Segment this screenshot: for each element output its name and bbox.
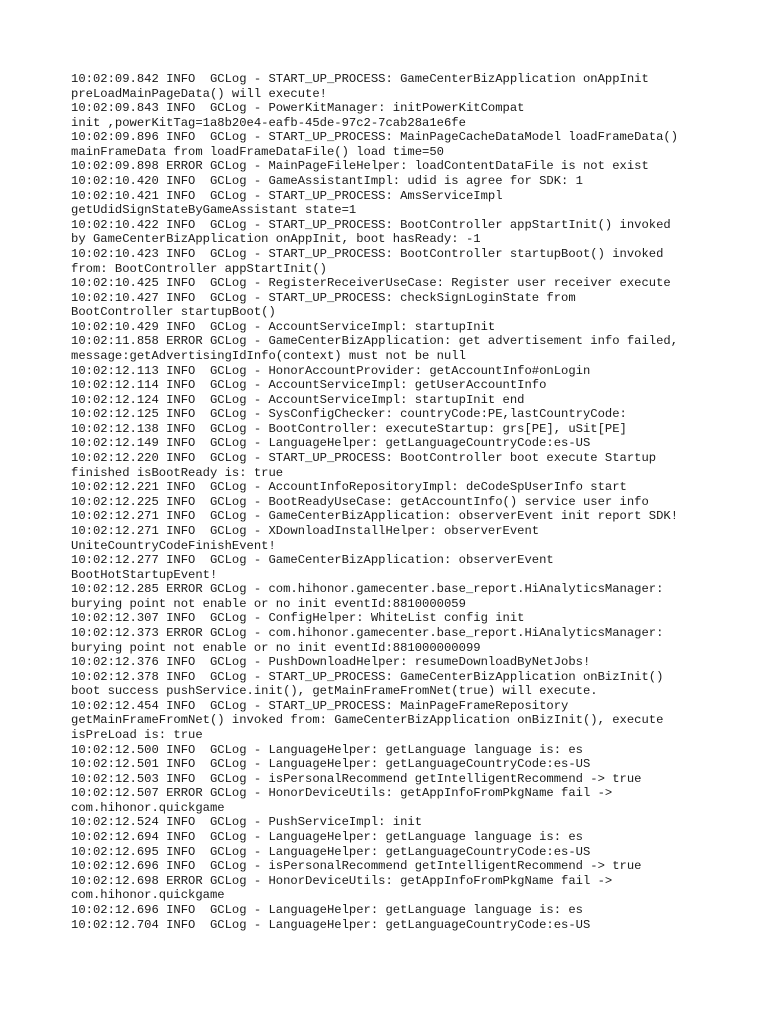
- log-line: 10:02:12.271 INFO GCLog - XDownloadInstallHelper: observerEvent: [71, 523, 540, 538]
- log-line: 10:02:12.149 INFO GCLog - LanguageHelper: getLanguageCountryCode:es-US: [71, 436, 591, 451]
- log-line: 10:02:12.225 INFO GCLog - BootReadyUseCase: getAccountInfo() service user info: [71, 494, 649, 509]
- log-line: 10:02:10.429 INFO GCLog - AccountServiceImpl: startupInit: [71, 319, 496, 334]
- log-line: burying point not enable or no init eventId:8810000059: [71, 596, 466, 611]
- log-line: 10:02:12.125 INFO GCLog - SysConfigChecker: countryCode:PE,lastCountryCode:: [71, 407, 627, 422]
- log-line: 10:02:12.378 INFO GCLog - START_UP_PROCESS: GameCenterBizApplication onBizInit(): [71, 669, 664, 684]
- log-line: 10:02:12.285 ERROR GCLog - com.hihonor.gamecenter.base_report.HiAnalyticsManager:: [71, 582, 664, 597]
- log-line: from: BootController appStartInit(): [71, 261, 327, 276]
- log-line: by GameCenterBizApplication onAppInit, boot hasReady: -1: [71, 232, 481, 247]
- log-line: 10:02:09.896 INFO GCLog - START_UP_PROCESS: MainPageCacheDataModel loadFrameData(): [71, 130, 679, 145]
- log-line: 10:02:12.695 INFO GCLog - LanguageHelper: getLanguageCountryCode:es-US: [71, 844, 591, 859]
- log-line: 10:02:10.423 INFO GCLog - START_UP_PROCESS: BootController startupBoot() invoked: [71, 246, 664, 261]
- log-line: boot success pushService.init(), getMainFrameFromNet(true) will execute.: [71, 684, 598, 699]
- log-line: message:getAdvertisingIdInfo(context) must not be null: [71, 348, 466, 363]
- log-line: 10:02:10.422 INFO GCLog - START_UP_PROCESS: BootController appStartInit() invoked: [71, 217, 671, 232]
- log-line: com.hihonor.quickgame: [71, 888, 225, 903]
- log-line: 10:02:12.696 INFO GCLog - isPersonalRecommend getIntelligentRecommend -> true: [71, 859, 642, 874]
- log-line: 10:02:12.696 INFO GCLog - LanguageHelper: getLanguage language is: es: [71, 902, 583, 917]
- log-line: 10:02:09.842 INFO GCLog - START_UP_PROCESS: GameCenterBizApplication onAppInit: [71, 72, 649, 86]
- log-line: 10:02:12.704 INFO GCLog - LanguageHelper: getLanguageCountryCode:es-US: [71, 917, 591, 932]
- log-line: 10:02:09.898 ERROR GCLog - MainPageFileHelper: loadContentDataFile is not exist: [71, 159, 649, 174]
- log-line: 10:02:12.114 INFO GCLog - AccountServiceImpl: getUserAccountInfo: [71, 378, 547, 393]
- log-line: 10:02:09.843 INFO GCLog - PowerKitManager: initPowerKitCompat: [71, 101, 525, 116]
- log-line: 10:02:12.524 INFO GCLog - PushServiceImpl: init: [71, 815, 423, 830]
- log-line: BootController startupBoot(): [71, 305, 276, 320]
- log-line: isPreLoad is: true: [71, 728, 203, 743]
- log-line: 10:02:12.376 INFO GCLog - PushDownloadHelper: resumeDownloadByNetJobs!: [71, 655, 591, 670]
- log-line: 10:02:12.698 ERROR GCLog - HonorDeviceUtils: getAppInfoFromPkgName fail ->: [71, 873, 613, 888]
- log-line: mainFrameData from loadFrameDataFile() load time=50: [71, 144, 444, 159]
- log-line: 10:02:12.500 INFO GCLog - LanguageHelper: getLanguage language is: es: [71, 742, 583, 757]
- log-line: 10:02:10.427 INFO GCLog - START_UP_PROCESS: checkSignLoginState from: [71, 290, 576, 305]
- log-line: 10:02:12.373 ERROR GCLog - com.hihonor.gamecenter.base_report.HiAnalyticsManager:: [71, 625, 664, 640]
- log-line: 10:02:12.138 INFO GCLog - BootController: executeStartup: grs[PE], uSit[PE]: [71, 421, 627, 436]
- log-line: 10:02:12.501 INFO GCLog - LanguageHelper: getLanguageCountryCode:es-US: [71, 757, 591, 772]
- log-line: 10:02:12.503 INFO GCLog - isPersonalRecommend getIntelligentRecommend -> true: [71, 771, 642, 786]
- log-line: 10:02:12.694 INFO GCLog - LanguageHelper: getLanguage language is: es: [71, 830, 583, 845]
- log-document: [71, 72, 711, 932]
- log-line: 10:02:10.421 INFO GCLog - START_UP_PROCESS: AmsServiceImpl: [71, 188, 503, 203]
- log-line: 10:02:12.271 INFO GCLog - GameCenterBizApplication: observerEvent init report SDK!: [71, 509, 679, 524]
- log-line: UniteCountryCodeFinishEvent!: [71, 538, 276, 553]
- log-line: 10:02:11.858 ERROR GCLog - GameCenterBizApplication: get advertisement info failed,: [71, 334, 679, 349]
- log-line: burying point not enable or no init eventId:881000000099: [71, 640, 481, 655]
- log-line: 10:02:12.220 INFO GCLog - START_UP_PROCESS: BootController boot execute Startup: [71, 451, 657, 466]
- log-line: BootHotStartupEvent!: [71, 567, 218, 582]
- log-line: 10:02:12.454 INFO GCLog - START_UP_PROCESS: MainPageFrameRepository: [71, 698, 569, 713]
- log-line: 10:02:12.277 INFO GCLog - GameCenterBizApplication: observerEvent: [71, 553, 554, 568]
- log-line: getMainFrameFromNet() invoked from: GameCenterBizApplication onBizInit(), execute: [71, 713, 664, 728]
- log-line: 10:02:12.124 INFO GCLog - AccountServiceImpl: startupInit end: [71, 392, 525, 407]
- log-line: 10:02:10.420 INFO GCLog - GameAssistantImpl: udid is agree for SDK: 1: [71, 174, 583, 189]
- log-line: 10:02:12.113 INFO GCLog - HonorAccountProvider: getAccountInfo#onLogin: [71, 363, 591, 378]
- log-line: getUdidSignStateByGameAssistant state=1: [71, 203, 357, 218]
- log-line: 10:02:12.307 INFO GCLog - ConfigHelper: WhiteList config init: [71, 611, 525, 626]
- log-line: init ,powerKitTag=1a8b20e4-eafb-45de-97c2-7cab28a1e6fe: [71, 115, 466, 130]
- log-line: finished isBootReady is: true: [71, 465, 284, 480]
- log-line: 10:02:10.425 INFO GCLog - RegisterReceiverUseCase: Register user receiver execute: [71, 276, 671, 291]
- log-line: 10:02:12.507 ERROR GCLog - HonorDeviceUtils: getAppInfoFromPkgName fail ->: [71, 786, 613, 801]
- log-line: preLoadMainPageData() will execute!: [71, 86, 327, 101]
- log-line: 10:02:12.221 INFO GCLog - AccountInfoRepositoryImpl: deCodeSpUserInfo start: [71, 480, 627, 495]
- log-line: com.hihonor.quickgame: [71, 800, 225, 815]
